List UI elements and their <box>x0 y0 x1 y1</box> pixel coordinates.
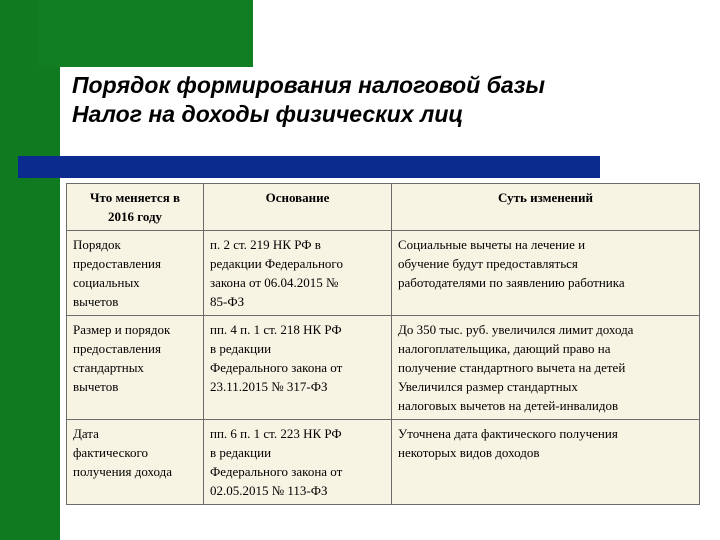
top-green-accent <box>38 0 253 67</box>
cell-basis: п. 2 ст. 219 НК РФ в редакции Федерального закона от 06.04.2015 № 85-ФЗ <box>204 231 392 316</box>
cell-essence: Уточнена дата фактического получения некоторых видов доходов <box>392 420 700 505</box>
table-row <box>67 420 700 505</box>
left-green-bar <box>0 0 60 540</box>
table-header-row <box>67 184 700 231</box>
cell-what: Дата фактического получения дохода <box>67 420 204 505</box>
cell-basis: пп. 6 п. 1 ст. 223 НК РФ в редакции Федерального закона от 02.05.2015 № 113-ФЗ <box>204 420 392 505</box>
title-line-2: Налог на доходы физических лиц <box>72 101 464 127</box>
header-basis: Основание <box>204 184 392 231</box>
slide-title <box>72 71 672 129</box>
cell-what: Размер и порядок предоставления стандартных вычетов <box>67 316 204 420</box>
cell-what: Порядок предоставления социальных вычетов <box>67 231 204 316</box>
blue-divider <box>18 156 600 178</box>
table-row <box>67 231 700 316</box>
table-row <box>67 316 700 420</box>
cell-basis: пп. 4 п. 1 ст. 218 НК РФ в редакции Федерального закона от 23.11.2015 № 317-ФЗ <box>204 316 392 420</box>
cell-essence: Социальные вычеты на лечение и обучение будут предоставляться работодателями по заявлению работника <box>392 231 700 316</box>
header-essence: Суть изменений <box>392 184 700 231</box>
cell-essence: До 350 тыс. руб. увеличился лимит дохода налогоплательщика, дающий право на получение стандартного вычета на детей Увеличился размер стандартных налоговых вычетов на детей-инвалидов <box>392 316 700 420</box>
title-line-1: Порядок формирования налоговой базы <box>72 72 546 98</box>
changes-table <box>66 183 700 505</box>
header-what-changes: Что меняется в 2016 году <box>67 184 204 231</box>
